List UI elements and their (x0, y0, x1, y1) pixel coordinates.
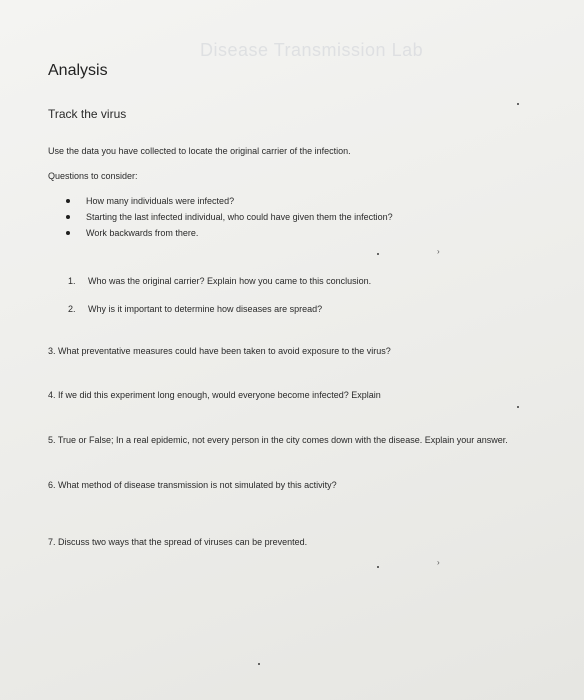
question-number: 6. (48, 480, 56, 490)
questions-label: Questions to consider: (48, 171, 138, 181)
paper-speck (517, 406, 519, 408)
page-heading: Analysis (48, 62, 108, 79)
question-3 (48, 346, 391, 356)
question-text: What method of disease transmission is not simulated by this activity? (58, 480, 337, 490)
question-text: If we did this experiment long enough, would everyone become infected? Explain (58, 390, 381, 400)
paper-speck (377, 566, 379, 568)
paper-speck (517, 103, 519, 105)
question-text: What preventative measures could have been taken to avoid exposure to the virus? (58, 346, 391, 356)
question-7 (48, 537, 307, 547)
question-2 (68, 304, 322, 314)
question-number: 2. (68, 304, 76, 314)
faded-header: Disease Transmission Lab (200, 40, 424, 60)
question-1 (68, 276, 371, 286)
pencil-mark: › (437, 247, 440, 256)
bullet-item (66, 228, 198, 238)
bullet-text: How many individuals were infected? (86, 196, 235, 206)
section-subheading: Track the virus (48, 107, 127, 121)
question-text: Why is it important to determine how diseases are spread? (88, 304, 323, 314)
question-text: Who was the original carrier? Explain how you came to this conclusion. (88, 276, 372, 286)
bullet-icon (66, 199, 70, 203)
bullet-icon (66, 231, 70, 235)
question-number: 5. (48, 435, 56, 445)
question-6 (48, 480, 337, 490)
bullet-item (66, 196, 234, 206)
bullet-text: Work backwards from there. (86, 228, 199, 238)
pencil-mark: › (437, 558, 440, 567)
bullet-icon (66, 215, 70, 219)
question-number: 4. (48, 390, 56, 400)
paper-speck (377, 253, 379, 255)
question-text: True or False; In a real epidemic, not every person in the city comes down with the disease. Explain your answer. (57, 435, 508, 445)
question-number: 3. (48, 346, 56, 356)
intro-text: Use the data you have collected to locate the original carrier of the infection. (48, 146, 351, 156)
question-5 (48, 435, 508, 445)
question-text: Discuss two ways that the spread of viruses can be prevented. (58, 537, 308, 547)
question-number: 7. (48, 537, 56, 547)
paper-speck (258, 663, 260, 665)
question-number: 1. (68, 276, 76, 286)
bullet-text: Starting the last infected individual, who could have given them the infection? (86, 212, 393, 222)
bullet-item (66, 212, 393, 222)
question-4 (48, 390, 381, 400)
